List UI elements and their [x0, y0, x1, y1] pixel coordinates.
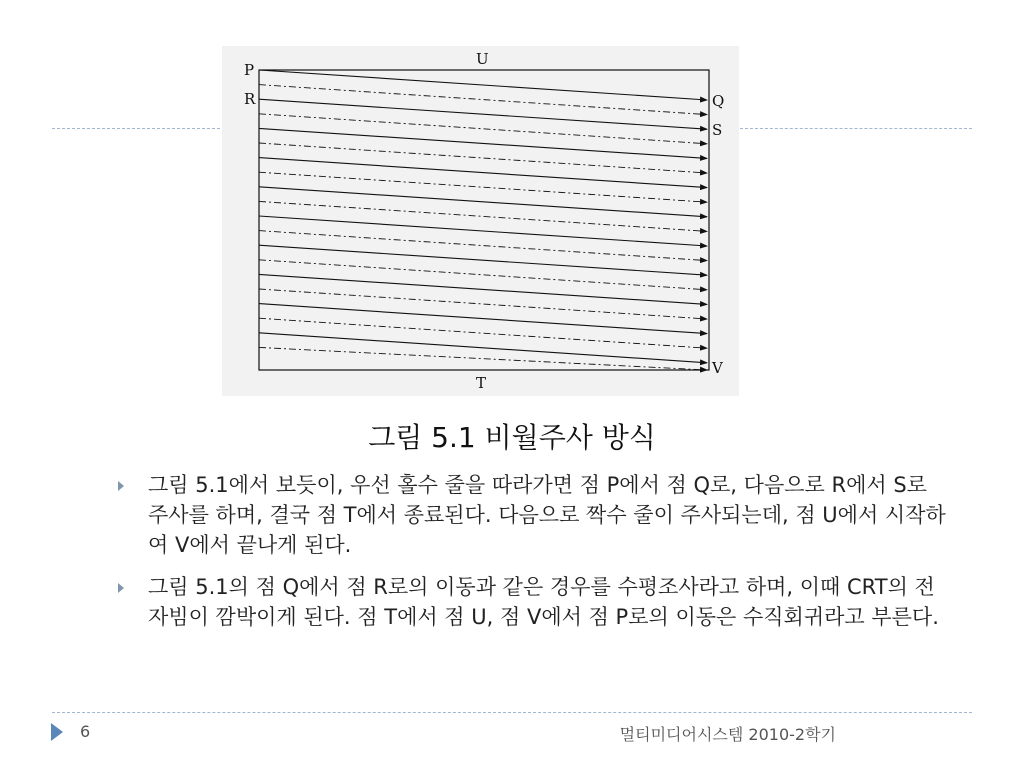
even-scan-line [259, 172, 707, 202]
title-divider-right [740, 128, 972, 129]
even-scan-line [259, 231, 707, 261]
even-scan-line [259, 201, 707, 231]
odd-scan-line [259, 333, 707, 363]
bullet-triangle-icon [118, 583, 124, 593]
label-r: R [244, 90, 256, 108]
title-divider-left [52, 128, 220, 129]
figure-caption: 그림 5.1 비월주사 방식 [368, 421, 656, 454]
footer-triangle-icon [51, 723, 63, 741]
label-u: U [476, 50, 489, 68]
odd-scan-line [259, 187, 707, 217]
footer-course-text: 멀티미디어시스템 2010-2학기 [619, 725, 836, 744]
label-p: P [244, 61, 255, 79]
bullet-triangle-icon [118, 481, 124, 491]
bullet-text: 그림 5.1의 점 Q에서 점 R로의 이동과 같은 경우를 수평조사라고 하며, 이때 CRT의 전자빔이 깜박이게 된다. 점 T에서 점 U, 점 V에서 점 P로의 이동은 수직회귀라고 부른다. [148, 575, 939, 629]
even-scan-line [259, 85, 707, 115]
odd-scan-line [259, 128, 707, 158]
odd-scan-line [259, 158, 707, 188]
even-scan-line [259, 289, 707, 319]
odd-scan-line [259, 70, 707, 100]
bullet-item-odd-field [148, 470, 948, 560]
even-scan-line [259, 318, 707, 348]
odd-scan-line [259, 99, 707, 129]
odd-scan-line [259, 304, 707, 334]
label-s: S [712, 121, 723, 139]
interlaced-scan-figure [222, 46, 739, 396]
odd-scan-line [259, 245, 707, 275]
even-scan-line [259, 143, 707, 173]
odd-scan-line [259, 274, 707, 304]
label-v: V [712, 359, 723, 377]
label-t: T [476, 374, 487, 392]
even-scan-line [259, 114, 707, 144]
interlaced-scan-diagram [222, 46, 739, 396]
footer-divider [52, 712, 972, 713]
odd-scan-line [259, 216, 707, 246]
even-scan-line [259, 260, 707, 290]
bullet-text: 그림 5.1에서 보듯이, 우선 홀수 줄을 따라가면 점 P에서 점 Q로, 다음으로 R에서 S로 주사를 하며, 결국 점 T에서 종료된다. 다음으로 짝수 줄이 주사되는데, 점 U에서 시작하여 V에서 끝나게 된다. [148, 473, 946, 557]
bullet-item-retrace [148, 572, 948, 632]
slide-number: 6 [80, 722, 91, 741]
label-q: Q [712, 92, 725, 110]
